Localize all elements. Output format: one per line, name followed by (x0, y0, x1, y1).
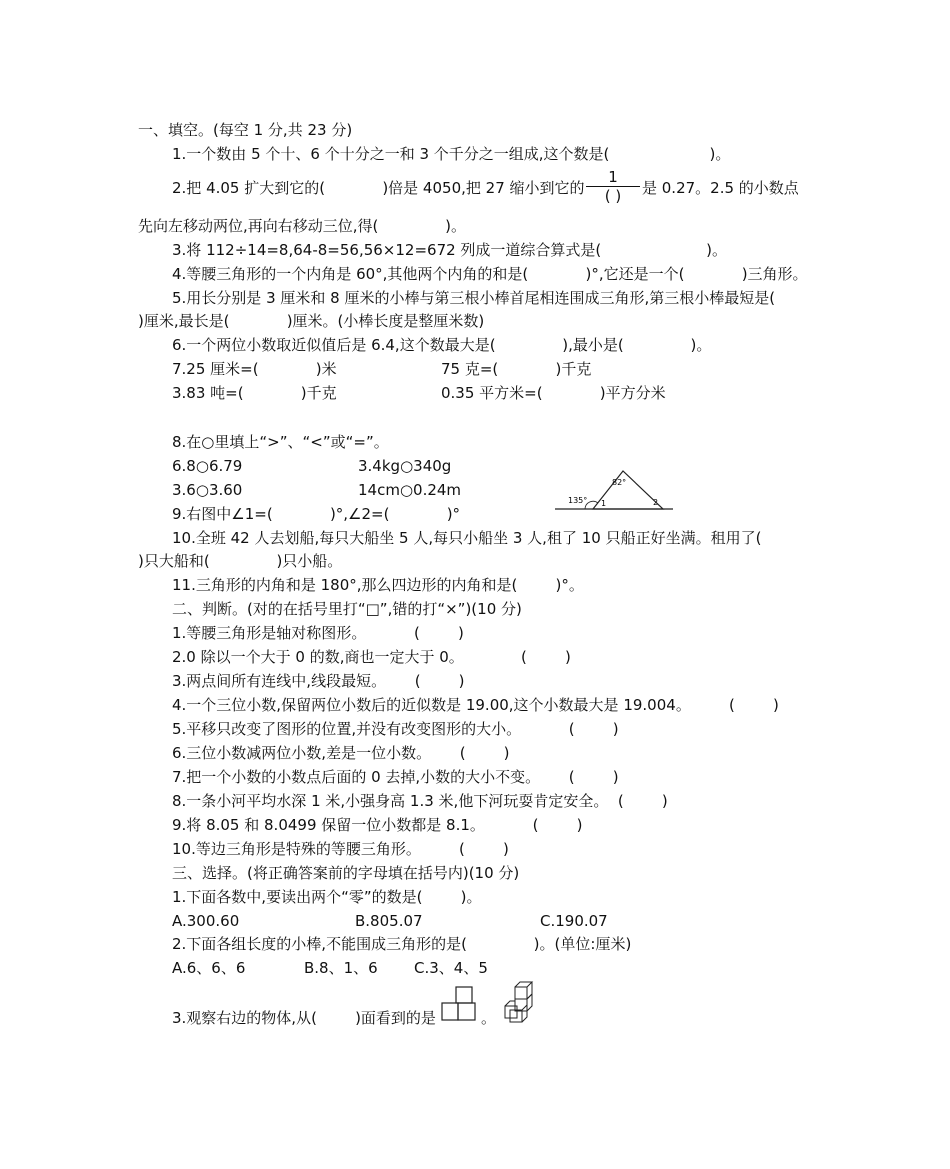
judge-item: 1.等腰三角形是轴对称图形。 ( ) (172, 624, 464, 642)
choice-option-b: B.805.07 (355, 912, 423, 930)
judge-item: 9.将 8.05 和 8.0499 保留一位小数都是 8.1。 ( ) (172, 816, 583, 834)
top-angle-label: 82° (612, 478, 627, 487)
choice-question-1: 1.下面各数中,要读出两个“零”的数是( )。 (172, 888, 482, 906)
question-1-10-part-b: )只大船和( )只小船。 (138, 552, 343, 570)
choice-question-3-end: 。 (481, 1009, 497, 1027)
question-1-7-a: 7.25 厘米=( )米 (172, 360, 337, 378)
angle-1-label: 1 (601, 499, 607, 508)
question-1-5-part-b: )厘米,最长是( )厘米。(小棒长度是整厘米数) (138, 312, 485, 330)
question-1-6: 6.一个两位小数取近似值后是 6.4,这个数最大是( ),最小是( )。 (172, 336, 712, 354)
question-1-9: 9.右图中∠1=( )°,∠2=( )° (172, 505, 461, 523)
section-2-heading: 二、判断。(对的在括号里打“□”,错的打“×”)(10 分) (172, 600, 522, 618)
fraction (586, 168, 640, 205)
choice-question-3: 3.观察右边的物体,从( )面看到的是 (172, 1009, 436, 1027)
question-1-11: 11.三角形的内角和是 180°,那么四边形的内角和是( )°。 (172, 576, 584, 594)
triangle-figure (555, 466, 675, 514)
section-3-heading: 三、选择。(将正确答案前的字母填在括号内)(10 分) (172, 864, 520, 882)
judge-item: 2.0 除以一个大于 0 的数,商也一定大于 0。 ( ) (172, 648, 571, 666)
exterior-angle-label: 135° (568, 496, 588, 505)
question-1-5-part-a: 5.用长分别是 3 厘米和 8 厘米的小棒与第三根小棒首尾相连围成三角形,第三根小棒最短是( (172, 289, 776, 307)
question-1-8-b: 3.4kg○340g (358, 457, 452, 475)
judge-item: 3.两点间所有连线中,线段最短。 ( ) (172, 672, 465, 690)
question-1-7-c: 3.83 吨=( )千克 (172, 384, 337, 402)
question-1-4: 4.等腰三角形的一个内角是 60°,其他两个内角的和是( )°,它还是一个( )三角形。 (172, 265, 808, 283)
question-1-10-part-a: 10.全班 42 人去划船,每只大船坐 5 人,每只小船坐 3 人,租了 10 只船正好坐满。租用了( (172, 529, 762, 547)
choice-option-a: A.300.60 (172, 912, 240, 930)
fraction-denominator: ( ) (604, 187, 622, 205)
judge-item: 6.三位小数减两位小数,差是一位小数。 ( ) (172, 744, 510, 762)
question-1-2-part-a: 2.把 4.05 扩大到它的( )倍是 4050,把 27 缩小到它的 (172, 179, 585, 197)
question-1-3: 3.将 112÷14=8,64-8=56,56×12=672 列成一道综合算式是( )。 (172, 241, 728, 259)
question-1-8: 8.在○里填上“>”、“<”或“=”。 (172, 433, 389, 451)
question-1-8-a: 6.8○6.79 (172, 457, 243, 475)
choice-option-a: A.6、6、6 (172, 959, 246, 977)
choice-question-2: 2.下面各组长度的小棒,不能围成三角形的是( )。(单位:厘米) (172, 935, 632, 953)
judge-item: 10.等边三角形是特殊的等腰三角形。 ( ) (172, 840, 509, 858)
judge-item: 8.一条小河平均水深 1 米,小强身高 1.3 米,他下河玩耍肯定安全。 ( ) (172, 792, 668, 810)
judge-item: 7.把一个小数的小数点后面的 0 去掉,小数的大小不变。 ( ) (172, 768, 619, 786)
section-1-heading: 一、填空。(每空 1 分,共 23 分) (138, 121, 353, 139)
question-1-7-b: 75 克=( )千克 (441, 360, 592, 378)
question-1-8-d: 14cm○0.24m (358, 481, 462, 499)
question-1-1: 1.一个数由 5 个十、6 个十分之一和 3 个千分之一组成,这个数是( )。 (172, 145, 731, 163)
choice-option-c: C.190.07 (540, 912, 608, 930)
question-1-2-part-b: 是 0.27。2.5 的小数点 (642, 179, 799, 197)
choice-option-c: C.3、4、5 (414, 959, 488, 977)
cube-stack-drawing (496, 980, 538, 1024)
question-1-2-part-c: 先向左移动两位,再向右移动三位,得( )。 (138, 217, 466, 235)
angle-2-label: 2 (653, 498, 659, 507)
fraction-numerator: 1 (608, 168, 618, 186)
judge-item: 4.一个三位小数,保留两位小数后的近似数是 19.00,这个小数最大是 19.004。 ( ) (172, 696, 779, 714)
judge-item: 5.平移只改变了图形的位置,并没有改变图形的大小。 ( ) (172, 720, 619, 738)
view-drawing (441, 986, 479, 1022)
choice-option-b: B.8、1、6 (304, 959, 378, 977)
question-1-8-c: 3.6○3.60 (172, 481, 243, 499)
question-1-7-d: 0.35 平方米=( )平方分米 (441, 384, 666, 402)
